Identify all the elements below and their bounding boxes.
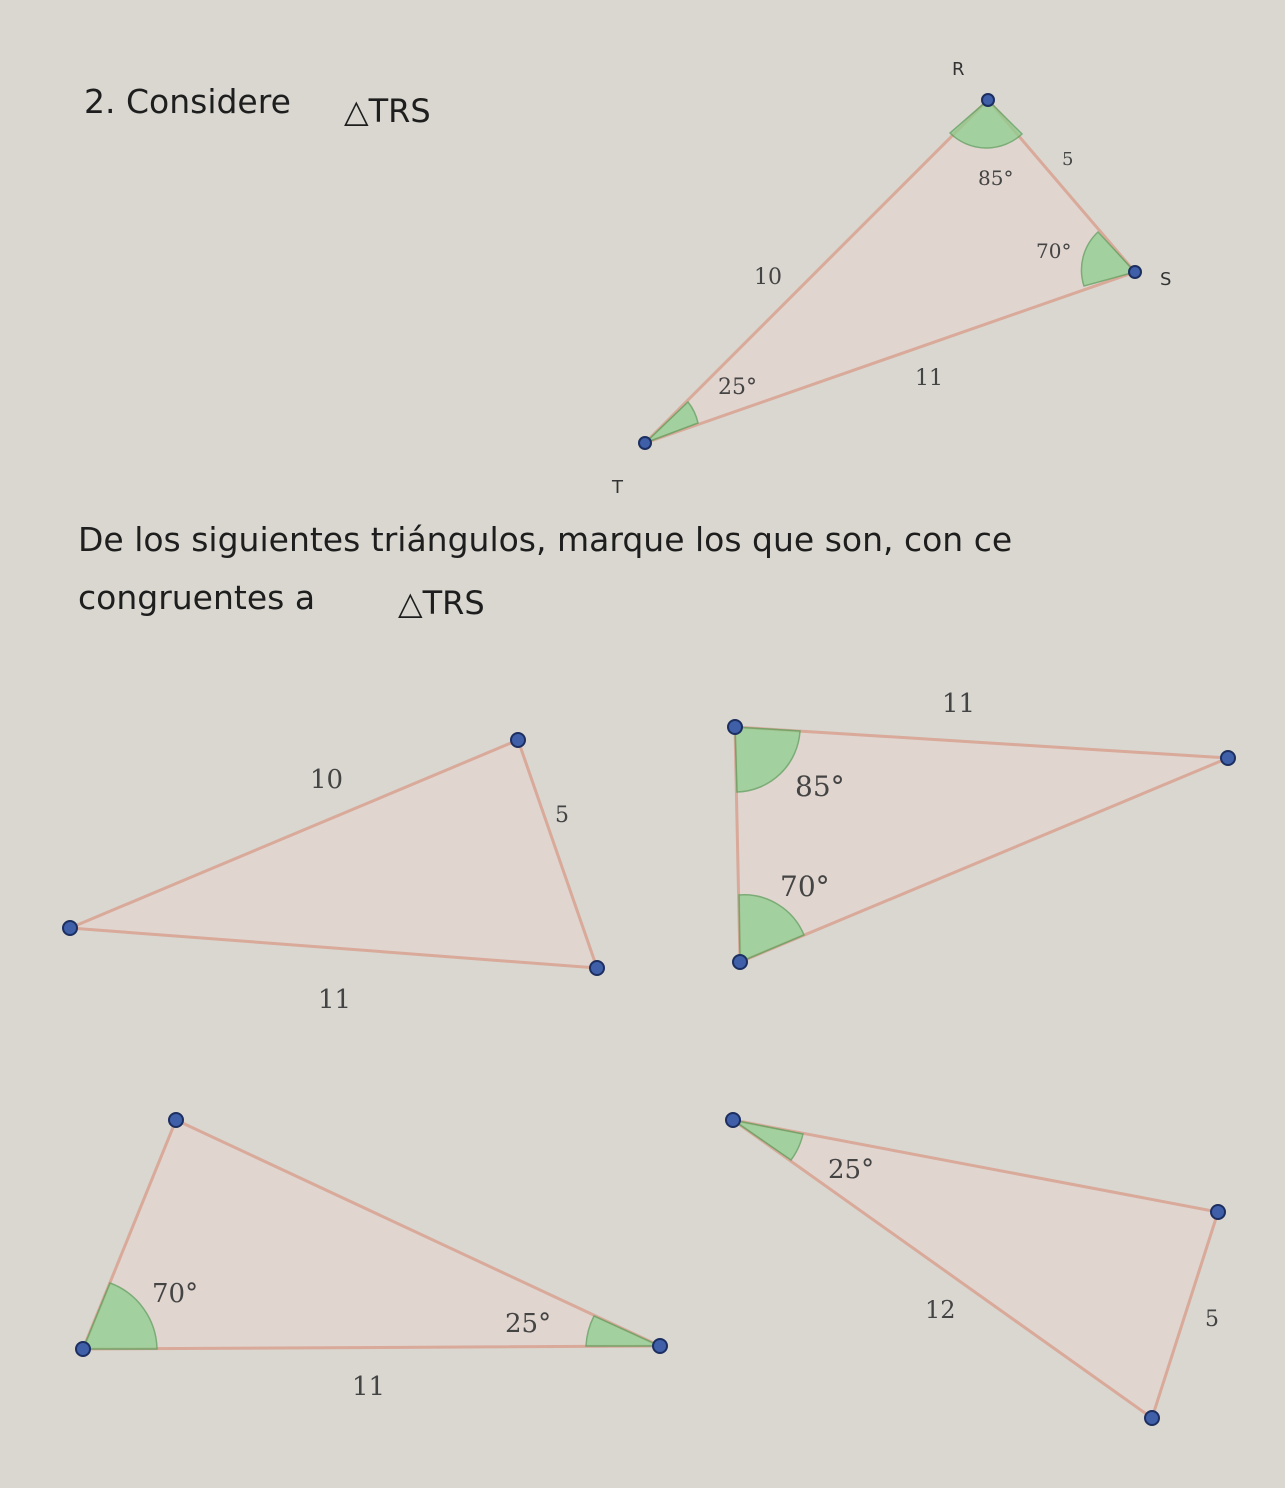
vertex-t-point[interactable] <box>639 437 651 449</box>
option-c-side-bottom-label: 11 <box>352 1372 386 1402</box>
angle-r-label: 85° <box>978 166 1014 190</box>
option-d-angle-top-label: 25° <box>828 1155 875 1185</box>
vertex-r-point[interactable] <box>982 94 994 106</box>
option-b-side-top-label: 11 <box>942 689 976 719</box>
option-c-triangle[interactable] <box>76 1113 667 1402</box>
option-b-angle-bottom-label: 70° <box>780 870 830 903</box>
option-b-triangle[interactable] <box>728 689 1235 969</box>
angle-r-arc <box>950 100 1022 148</box>
option-d-vertex-bottom[interactable] <box>1145 1411 1159 1425</box>
main-triangle-trs <box>611 59 1171 498</box>
option-c-angle-right-label: 25° <box>505 1309 552 1339</box>
option-b-vertex-top-left[interactable] <box>728 720 742 734</box>
angle-t-arc <box>645 402 698 443</box>
vertex-s-label: S <box>1160 269 1172 290</box>
instruction-line-2: congruentes a <box>78 578 316 617</box>
option-b-angle-top-label: 85° <box>795 770 845 803</box>
option-c-vertex-top[interactable] <box>169 1113 183 1127</box>
vertex-t-label: T <box>612 477 623 498</box>
vertex-r-label: R <box>952 59 965 80</box>
option-a-triangle[interactable] <box>63 733 604 1015</box>
question-title: 2. Considere <box>84 82 291 121</box>
option-a-vertex-left[interactable] <box>63 921 77 935</box>
angle-s-label: 70° <box>1036 239 1072 263</box>
option-c-fill <box>83 1120 660 1349</box>
option-d-triangle[interactable] <box>726 1113 1225 1425</box>
option-b-fill <box>735 727 1228 962</box>
option-c-angle-right-arc <box>586 1316 660 1346</box>
option-b-vertex-bottom[interactable] <box>733 955 747 969</box>
option-d-side-right-label: 5 <box>1205 1307 1219 1332</box>
triangle-symbol: △ <box>398 584 423 622</box>
option-d-vertex-top-left[interactable] <box>726 1113 740 1127</box>
instruction-line-1: De los siguientes triángulos, marque los que son, con ce <box>78 520 1013 559</box>
option-a-vertex-right[interactable] <box>590 961 604 975</box>
triangle-symbol: △ <box>344 92 369 130</box>
option-d-side-left-label: 12 <box>925 1296 956 1324</box>
side-rs-label: 5 <box>1062 149 1074 170</box>
option-a-side-right-label: 5 <box>555 803 569 828</box>
angle-t-label: 25° <box>718 375 757 400</box>
option-c-vertex-right[interactable] <box>653 1339 667 1353</box>
triangle-name: TRS <box>422 584 485 622</box>
side-ts-label: 11 <box>915 366 943 391</box>
option-a-vertex-top[interactable] <box>511 733 525 747</box>
option-c-angle-left-label: 70° <box>152 1279 199 1309</box>
triangle-name: TRS <box>368 92 431 130</box>
option-c-vertex-left[interactable] <box>76 1342 90 1356</box>
option-d-vertex-right[interactable] <box>1211 1205 1225 1219</box>
option-a-side-top-label: 10 <box>310 765 344 795</box>
side-rt-label: 10 <box>754 265 782 290</box>
option-b-vertex-right[interactable] <box>1221 751 1235 765</box>
vertex-s-point[interactable] <box>1129 266 1141 278</box>
option-a-side-bottom-label: 11 <box>318 985 352 1015</box>
